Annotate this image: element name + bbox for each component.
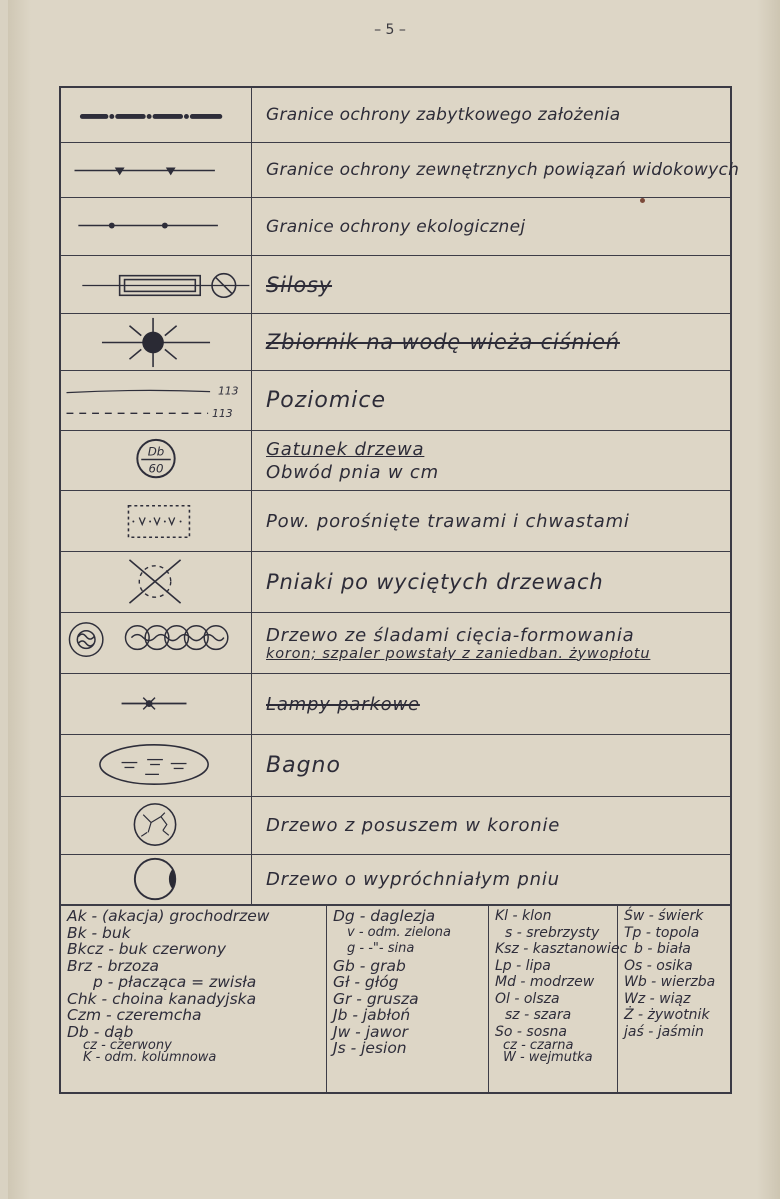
species-entry: Js - jesion bbox=[333, 1039, 407, 1057]
row-text: Pow. porośnięte trawami i chwastami bbox=[266, 510, 630, 532]
legend-row bbox=[61, 143, 740, 198]
legend-row bbox=[61, 431, 730, 491]
silo-icon bbox=[61, 256, 252, 313]
legend-row bbox=[61, 674, 730, 735]
species-entry: Ksz - kasztanowiec bbox=[495, 941, 628, 957]
species-entry: Gb - grab bbox=[333, 956, 406, 975]
species-entry: Gr - grusza bbox=[333, 989, 419, 1008]
row-text: Pniaki po wyciętych drzewach bbox=[266, 570, 604, 594]
legend-row bbox=[61, 735, 730, 797]
row-text: Gatunek drzewa Obwód pnia w cm bbox=[266, 438, 439, 483]
species-entry: K - odm. kolumnowa bbox=[83, 1050, 217, 1065]
legend-row bbox=[61, 371, 730, 431]
species-entry: cz - czerwony bbox=[83, 1038, 172, 1053]
species-entry: W - wejmutka bbox=[503, 1050, 593, 1065]
species-entry: g - -"- sina bbox=[347, 941, 415, 956]
legend-row bbox=[61, 314, 730, 371]
species-entry: Ż - żywotnik bbox=[624, 1007, 710, 1023]
row-text: Silosy bbox=[266, 272, 333, 297]
species-column bbox=[618, 906, 730, 1092]
species-column bbox=[489, 906, 628, 1092]
water-tower-icon bbox=[61, 314, 252, 370]
legend-row bbox=[61, 797, 730, 855]
row-text: Granice ochrony ekologicznej bbox=[266, 216, 526, 237]
stumps-icon bbox=[61, 552, 252, 612]
hollow-tree-icon bbox=[61, 855, 252, 904]
species-entry: Chk - choina kanadyjska bbox=[67, 989, 257, 1008]
species-entry: Kl - klon bbox=[495, 908, 552, 924]
dash-dot-line-icon bbox=[61, 88, 252, 142]
species-entry: v - odm. zielona bbox=[347, 924, 451, 940]
species-entry: Lp - lipa bbox=[495, 957, 551, 974]
row-text: Drzewo o wypróchniałym pniu bbox=[266, 869, 560, 890]
dot-line-icon bbox=[61, 198, 252, 255]
species-entry: jaś - jaśmin bbox=[624, 1023, 704, 1040]
legend-sheet bbox=[59, 86, 740, 1094]
species-entry: Ol - olsza bbox=[495, 990, 560, 1007]
row-text: Zbiornik na wodę-wieża ciśnień bbox=[266, 330, 620, 354]
row-text: Lampy parkowe bbox=[266, 693, 420, 715]
species-entry: Wz - wiąz bbox=[624, 990, 691, 1007]
contour-lines-icon bbox=[61, 371, 252, 430]
row-text: Granice ochrony zewnętrznych powiązań widokowych bbox=[266, 160, 740, 180]
legend-row bbox=[61, 88, 730, 143]
species-column bbox=[61, 906, 327, 1092]
legend-row bbox=[61, 552, 730, 613]
page-number: – 5 – bbox=[374, 22, 406, 38]
species-entry: sz - szara bbox=[505, 1007, 572, 1023]
species-code: Db bbox=[147, 444, 165, 459]
species-entry: Db - dąb bbox=[67, 1022, 134, 1041]
trunk-circumference: 60 bbox=[148, 461, 164, 476]
grass-area-icon bbox=[61, 491, 252, 551]
species-entry: Dg - daglezja bbox=[333, 907, 436, 925]
species-entry: Czm - czeremcha bbox=[67, 1006, 202, 1024]
legend-row bbox=[61, 855, 730, 906]
row-text: Drzewo ze śladami cięcia-formowania koron; szpaler powstały z zaniedban. żywopłotu bbox=[266, 624, 651, 662]
legend-row bbox=[61, 613, 730, 674]
contour-label: 113 bbox=[212, 407, 233, 421]
species-entry: cz - czarna bbox=[503, 1038, 574, 1053]
species-entry: Św - świerk bbox=[624, 908, 704, 924]
species-entry: So - sosna bbox=[495, 1023, 568, 1040]
contour-label: 113 bbox=[217, 384, 239, 398]
species-entry: Jb - jabłoń bbox=[333, 1006, 411, 1024]
swamp-icon bbox=[61, 735, 252, 796]
species-legend bbox=[61, 906, 730, 1092]
tree-species-icon bbox=[61, 431, 252, 490]
species-entry: s - srebrzysty bbox=[505, 924, 600, 941]
row-text: Bagno bbox=[266, 753, 341, 778]
species-entry: p - płacząca = zwisła bbox=[93, 973, 257, 991]
species-entry: Brz - brzoza bbox=[67, 956, 160, 975]
row-text: Poziomice bbox=[266, 388, 387, 413]
legend-row bbox=[61, 198, 730, 256]
pruned-tree-icon bbox=[61, 613, 252, 673]
triangle-line-icon bbox=[61, 143, 252, 197]
species-entry: Wb - wierzba bbox=[624, 974, 716, 990]
legend-row bbox=[61, 256, 730, 314]
species-entry: Jw - jawor bbox=[333, 1022, 409, 1041]
species-entry: Tp - topola bbox=[624, 924, 700, 941]
row-text: Granice ochrony zabytkowego założenia bbox=[266, 105, 621, 125]
species-column bbox=[327, 906, 489, 1092]
species-entry: b - biała bbox=[634, 941, 691, 957]
species-entry: Gł - głóg bbox=[333, 973, 399, 991]
legend-row bbox=[61, 491, 730, 552]
species-entry: Bk - buk bbox=[67, 923, 131, 942]
deadwood-tree-icon bbox=[61, 797, 252, 854]
park-lamp-icon bbox=[61, 674, 252, 734]
species-entry: Md - modrzew bbox=[495, 974, 595, 990]
ink-stain bbox=[640, 198, 645, 203]
species-entry: Ak - (akacja) grochodrzew bbox=[67, 907, 270, 925]
species-entry: Bkcz - buk czerwony bbox=[67, 940, 227, 958]
row-text: Drzewo z posuszem w koronie bbox=[266, 815, 561, 836]
species-entry: Os - osika bbox=[624, 957, 693, 974]
